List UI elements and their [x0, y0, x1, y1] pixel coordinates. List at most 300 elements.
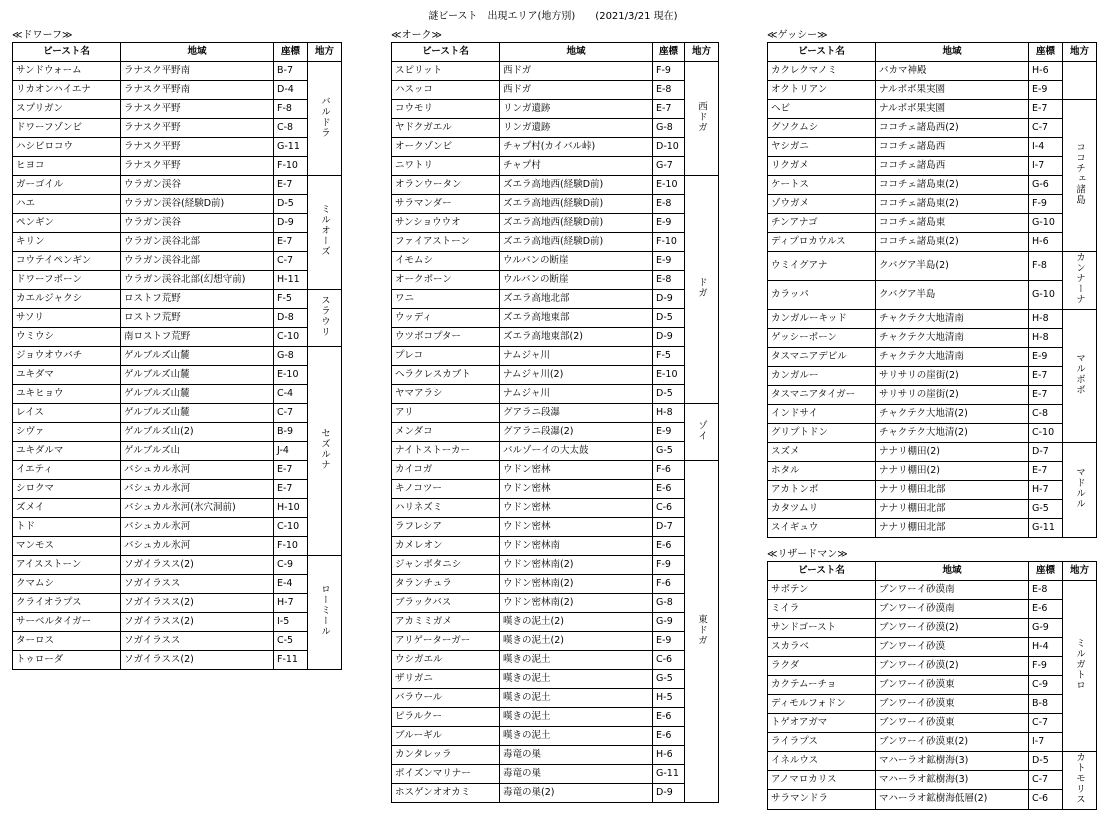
area-cell: サリサリの崖街(2) — [876, 385, 1029, 404]
coord-cell: E-9 — [1029, 81, 1063, 100]
region-cell — [1063, 309, 1097, 442]
table-row — [768, 157, 1097, 176]
area-cell: ソガイラスス — [121, 575, 274, 594]
table-row — [768, 581, 1097, 600]
area-cell: バシュカル氷河 — [121, 518, 274, 537]
coord-cell: D-8 — [274, 309, 308, 328]
table-row — [392, 309, 719, 328]
beast-name-cell: ハシビロコウ — [13, 138, 121, 157]
area-cell: バシュカル氷河 — [121, 461, 274, 480]
table-row — [13, 556, 342, 575]
area-cell: ナムジャ川 — [500, 385, 653, 404]
area-cell: 毒竜の巣(2) — [500, 784, 653, 803]
beast-name-cell: イネルウス — [768, 752, 876, 771]
beast-name-cell: カクテムーチョ — [768, 676, 876, 695]
area-cell: バルゾーイの大太鼓 — [500, 442, 653, 461]
beast-name-cell: ディモルフォドン — [768, 695, 876, 714]
beast-name-cell: ハリネズミ — [392, 499, 500, 518]
beast-name-cell: ユキヒョウ — [13, 385, 121, 404]
area-cell: チャクテク大地清南 — [876, 309, 1029, 328]
table-row — [768, 81, 1097, 100]
area-cell: ナナリ棚田北部 — [876, 518, 1029, 537]
table-row — [392, 613, 719, 632]
beast-name-cell: クライオラプス — [13, 594, 121, 613]
beast-name-cell: チンアナゴ — [768, 214, 876, 233]
beast-name-cell: ブルーギル — [392, 727, 500, 746]
region-label: ローミール — [319, 584, 330, 637]
beast-name-cell: ジョウオウバチ — [13, 347, 121, 366]
table-row — [768, 771, 1097, 790]
table-row — [768, 752, 1097, 771]
coord-cell: D-4 — [274, 81, 308, 100]
coord-cell: D-9 — [653, 784, 685, 803]
table-row — [392, 176, 719, 195]
coord-cell: H-6 — [653, 746, 685, 765]
table-row — [392, 461, 719, 480]
coord-cell: H-6 — [1029, 233, 1063, 252]
coord-cell: H-8 — [1029, 309, 1063, 328]
area-cell: ウドン密林南(2) — [500, 556, 653, 575]
table-row — [13, 366, 342, 385]
table-row — [768, 404, 1097, 423]
table-row — [13, 328, 342, 347]
column-header-region: 地方 — [685, 43, 719, 62]
region-label: カンナーナ — [1074, 252, 1085, 305]
area-cell: バシュカル氷河 — [121, 480, 274, 499]
coord-cell: G-9 — [653, 613, 685, 632]
coord-cell: F-6 — [653, 461, 685, 480]
beast-name-cell: アリ — [392, 404, 500, 423]
area-cell: ゲルブルズ山麓 — [121, 347, 274, 366]
coord-cell: D-9 — [653, 328, 685, 347]
region-cell — [685, 176, 719, 404]
beast-name-cell: トド — [13, 518, 121, 537]
region-cell — [1063, 752, 1097, 810]
coord-cell: E-7 — [1029, 461, 1063, 480]
table-row — [768, 347, 1097, 366]
area-cell: リンガ遺跡 — [500, 100, 653, 119]
area-cell: ソガイラスス(2) — [121, 613, 274, 632]
beast-name-cell: ハエ — [13, 195, 121, 214]
coord-cell: E-10 — [653, 366, 685, 385]
beast-name-cell: シロクマ — [13, 480, 121, 499]
beast-name-cell: アカトンボ — [768, 480, 876, 499]
table-row — [13, 100, 342, 119]
coord-cell: H-7 — [1029, 480, 1063, 499]
table-row — [392, 385, 719, 404]
beast-name-cell: ワニ — [392, 290, 500, 309]
coord-cell: C-6 — [1029, 790, 1063, 809]
table-row — [392, 195, 719, 214]
area-cell: ブンワーイ砂漠(2) — [876, 657, 1029, 676]
area-cell: ゲルブルズ山麓 — [121, 366, 274, 385]
region-label: ミルオーズ — [319, 204, 330, 257]
table-row — [768, 252, 1097, 281]
beast-name-cell: リカオンハイエナ — [13, 81, 121, 100]
table-row — [392, 556, 719, 575]
beast-name-cell: スカラベ — [768, 638, 876, 657]
beast-name-cell: サラマンドラ — [768, 790, 876, 809]
region-cell — [1063, 62, 1097, 100]
region-cell — [308, 290, 342, 347]
table-row — [13, 613, 342, 632]
area-cell: ナナリ棚田(2) — [876, 461, 1029, 480]
table-row — [768, 714, 1097, 733]
area-cell: ココチェ諸島西(2) — [876, 119, 1029, 138]
table-row — [768, 600, 1097, 619]
table-row — [768, 233, 1097, 252]
beast-name-cell: カンガルー — [768, 366, 876, 385]
table-row — [392, 518, 719, 537]
beast-name-cell: ピラルクー — [392, 708, 500, 727]
beast-name-cell: ブラックバス — [392, 594, 500, 613]
area-cell: ナナリ棚田(2) — [876, 442, 1029, 461]
table-row — [13, 499, 342, 518]
beast-name-cell: キリン — [13, 233, 121, 252]
region-cell — [685, 461, 719, 803]
area-cell: 西ドガ — [500, 81, 653, 100]
beast-name-cell: ドワーフゾンビ — [13, 119, 121, 138]
area-cell: ズエラ高地西(経験D前) — [500, 233, 653, 252]
coord-cell: C-7 — [1029, 714, 1063, 733]
area-cell: チャクテク大地清(2) — [876, 423, 1029, 442]
area-cell: 毒竜の巣 — [500, 765, 653, 784]
coord-cell: E-9 — [653, 252, 685, 271]
coord-cell: G-8 — [653, 594, 685, 613]
area-cell: 西ドガ — [500, 62, 653, 81]
area-cell: ラナスク平野 — [121, 100, 274, 119]
area-cell: チャクテク大地清(2) — [876, 404, 1029, 423]
beast-name-cell: ユキダマ — [13, 366, 121, 385]
area-cell: 南ロストフ荒野 — [121, 328, 274, 347]
area-cell: ズエラ高地西(経験D前) — [500, 214, 653, 233]
coord-cell: G-9 — [1029, 619, 1063, 638]
beast-name-cell: キノコツー — [392, 480, 500, 499]
table-row — [13, 537, 342, 556]
table-row — [13, 575, 342, 594]
table-row — [768, 461, 1097, 480]
coord-cell: F-6 — [653, 575, 685, 594]
header-row — [13, 43, 342, 62]
coord-cell: F-5 — [653, 347, 685, 366]
coord-cell: H-5 — [653, 689, 685, 708]
area-cell: ブンワーイ砂漠東 — [876, 676, 1029, 695]
beast-name-cell: カンタレッラ — [392, 746, 500, 765]
area-cell: ズエラ高地東部 — [500, 309, 653, 328]
column-header-region: 地方 — [1063, 562, 1097, 581]
area-cell: ココチェ諸島東(2) — [876, 233, 1029, 252]
coord-cell: E-8 — [653, 81, 685, 100]
table-row — [392, 499, 719, 518]
table-row — [392, 708, 719, 727]
region-label: バルドラ — [319, 95, 330, 138]
beast-name-cell: イエティ — [13, 461, 121, 480]
table-row — [13, 404, 342, 423]
coord-cell: F-10 — [274, 537, 308, 556]
area-cell: ラナスク平野 — [121, 119, 274, 138]
coord-cell: E-9 — [653, 423, 685, 442]
beast-name-cell: ヤマアラシ — [392, 385, 500, 404]
beast-name-cell: サンドウォーム — [13, 62, 121, 81]
table-row — [768, 638, 1097, 657]
coord-cell: E-6 — [653, 708, 685, 727]
coord-cell: E-9 — [653, 632, 685, 651]
beast-name-cell: ラフレシア — [392, 518, 500, 537]
area-cell: ナムジャ川 — [500, 347, 653, 366]
area-cell: バカマ神殿 — [876, 62, 1029, 81]
beast-name-cell: ウシガエル — [392, 651, 500, 670]
beast-name-cell: アイスストーン — [13, 556, 121, 575]
coord-cell: F-8 — [274, 100, 308, 119]
coord-cell: E-7 — [1029, 100, 1063, 119]
area-cell: ココチェ諸島西 — [876, 138, 1029, 157]
area-cell: ウラガン渓谷北部(幻想守前) — [121, 271, 274, 290]
table-row — [768, 62, 1097, 81]
coord-cell: G-10 — [1029, 214, 1063, 233]
table-row — [13, 271, 342, 290]
table-row — [768, 366, 1097, 385]
beast-name-cell: ターロス — [13, 632, 121, 651]
table-row — [392, 689, 719, 708]
beast-name-cell: バラウール — [392, 689, 500, 708]
coord-cell: D-10 — [653, 138, 685, 157]
table-row — [13, 651, 342, 670]
coord-cell: H-11 — [274, 271, 308, 290]
coord-cell: C-8 — [274, 119, 308, 138]
coord-cell: E-7 — [1029, 366, 1063, 385]
dwarf-section-title: ≪ドワーフ≫ — [12, 30, 73, 41]
beast-name-cell: ウミイグアナ — [768, 252, 876, 281]
area-cell: 嘆きの泥土 — [500, 689, 653, 708]
coord-cell: G-5 — [653, 670, 685, 689]
coord-cell: H-8 — [653, 404, 685, 423]
region-label: ココチェ諸島 — [1074, 142, 1085, 205]
coord-cell: F-9 — [653, 62, 685, 81]
table-row — [768, 518, 1097, 537]
beast-name-cell: オクトリアン — [768, 81, 876, 100]
coord-cell: D-7 — [1029, 442, 1063, 461]
coord-cell: C-10 — [1029, 423, 1063, 442]
table-row — [13, 309, 342, 328]
beast-name-cell: オランウータン — [392, 176, 500, 195]
table-row — [768, 328, 1097, 347]
area-cell: ズエラ高地東部(2) — [500, 328, 653, 347]
table-row — [392, 442, 719, 461]
table-row — [13, 385, 342, 404]
coord-cell: F-5 — [274, 290, 308, 309]
coord-cell: B-8 — [1029, 695, 1063, 714]
gessy-table — [767, 42, 1097, 538]
dwarf-table — [12, 42, 342, 670]
beast-name-cell: サラマンダー — [392, 195, 500, 214]
table-row — [13, 214, 342, 233]
table-row — [392, 100, 719, 119]
coord-cell: C-7 — [1029, 119, 1063, 138]
table-row — [13, 138, 342, 157]
coord-cell: E-10 — [653, 176, 685, 195]
area-cell: ナルボボ果実園 — [876, 100, 1029, 119]
beast-name-cell: サーベルタイガー — [13, 613, 121, 632]
coord-cell: G-11 — [653, 765, 685, 784]
area-cell: ブンワーイ砂漠南 — [876, 581, 1029, 600]
table-row — [13, 518, 342, 537]
coord-cell: H-4 — [1029, 638, 1063, 657]
area-cell: ロストフ荒野 — [121, 309, 274, 328]
beast-name-cell: サソリ — [13, 309, 121, 328]
beast-name-cell: スプリガン — [13, 100, 121, 119]
table-row — [392, 404, 719, 423]
beast-name-cell: グソクムシ — [768, 119, 876, 138]
column-header-area: 地域 — [876, 562, 1029, 581]
beast-name-cell: カンガルーキッド — [768, 309, 876, 328]
column-header-area: 地域 — [500, 43, 653, 62]
table-row — [768, 195, 1097, 214]
coord-cell: I-5 — [274, 613, 308, 632]
table-row — [13, 290, 342, 309]
page-title: 謎ビースト 出現エリア(地方別) (2021/3/21 現在) — [428, 11, 678, 22]
area-cell: ウドン密林南 — [500, 537, 653, 556]
beast-name-cell: ウツボコプター — [392, 328, 500, 347]
coord-cell: I-7 — [1029, 733, 1063, 752]
beast-name-cell: ポイズンマリナー — [392, 765, 500, 784]
beast-name-cell: ペンギン — [13, 214, 121, 233]
coord-cell: E-6 — [1029, 600, 1063, 619]
coord-cell: C-10 — [274, 328, 308, 347]
coord-cell: C-8 — [1029, 404, 1063, 423]
table-row — [768, 176, 1097, 195]
area-cell: ラナスク平野南 — [121, 81, 274, 100]
beast-name-cell: カタツムリ — [768, 499, 876, 518]
area-cell: チャクテク大地清南 — [876, 347, 1029, 366]
coord-cell: G-6 — [1029, 176, 1063, 195]
area-cell: ソガイラスス — [121, 632, 274, 651]
beast-name-cell: ラクダ — [768, 657, 876, 676]
region-label: ドガ — [696, 277, 707, 298]
table-row — [768, 442, 1097, 461]
column-header-region: 地方 — [1063, 43, 1097, 62]
area-cell: マハーラオ鉱樹海(3) — [876, 752, 1029, 771]
coord-cell: C-4 — [274, 385, 308, 404]
beast-name-cell: アノマロカリス — [768, 771, 876, 790]
coord-cell: H-10 — [274, 499, 308, 518]
coord-cell: D-9 — [653, 290, 685, 309]
coord-cell: C-7 — [1029, 771, 1063, 790]
column-header-name: ビースト名 — [392, 43, 500, 62]
area-cell: 嘆きの泥土(2) — [500, 632, 653, 651]
beast-name-cell: ウミウシ — [13, 328, 121, 347]
area-cell: ウドン密林南(2) — [500, 575, 653, 594]
table-row — [392, 214, 719, 233]
area-cell: ウラガン渓谷 — [121, 214, 274, 233]
area-cell: ゲルブルズ山 — [121, 442, 274, 461]
area-cell: チャプ村(カイバル峠) — [500, 138, 653, 157]
header-row — [768, 562, 1097, 581]
beast-name-cell: ディプロカウルス — [768, 233, 876, 252]
coord-cell: E-8 — [653, 271, 685, 290]
coord-cell: C-6 — [653, 651, 685, 670]
column-header-coord: 座標 — [1029, 562, 1063, 581]
beast-name-cell: グリプトドン — [768, 423, 876, 442]
coord-cell: H-7 — [274, 594, 308, 613]
beast-name-cell: レイス — [13, 404, 121, 423]
table-row — [392, 784, 719, 803]
coord-cell: G-11 — [274, 138, 308, 157]
area-cell: クバグア半島(2) — [876, 252, 1029, 281]
region-cell — [1063, 442, 1097, 537]
beast-name-cell: スイギュウ — [768, 518, 876, 537]
beast-name-cell: ライラプス — [768, 733, 876, 752]
coord-cell: C-7 — [274, 252, 308, 271]
region-cell — [308, 556, 342, 670]
column-header-coord: 座標 — [653, 43, 685, 62]
table-row — [392, 727, 719, 746]
column-header-coord: 座標 — [274, 43, 308, 62]
coord-cell: B-7 — [274, 62, 308, 81]
coord-cell: F-10 — [274, 157, 308, 176]
beast-name-cell: ヤドクガエル — [392, 119, 500, 138]
beast-name-cell: プレコ — [392, 347, 500, 366]
beast-name-cell: ファイアストーン — [392, 233, 500, 252]
beast-name-cell: カラッパ — [768, 280, 876, 309]
table-row — [768, 499, 1097, 518]
lizard-table — [767, 561, 1097, 810]
table-row — [13, 423, 342, 442]
coord-cell: D-5 — [653, 385, 685, 404]
region-cell — [308, 347, 342, 556]
region-cell — [1063, 252, 1097, 310]
coord-cell: D-5 — [1029, 752, 1063, 771]
beast-name-cell: ガーゴイル — [13, 176, 121, 195]
region-label: ミルガトロ — [1074, 637, 1085, 691]
beast-name-cell: カエルジャクシ — [13, 290, 121, 309]
table-row — [392, 537, 719, 556]
area-cell: クバグア半島 — [876, 280, 1029, 309]
region-cell — [685, 404, 719, 461]
beast-name-cell: リクガメ — [768, 157, 876, 176]
coord-cell: H-6 — [1029, 62, 1063, 81]
coord-cell: G-7 — [653, 157, 685, 176]
region-cell — [685, 62, 719, 176]
beast-name-cell: タランチュラ — [392, 575, 500, 594]
area-cell: ゲルブルズ山麓 — [121, 385, 274, 404]
area-cell: ラナスク平野 — [121, 157, 274, 176]
region-cell — [308, 62, 342, 176]
column-header-name: ビースト名 — [13, 43, 121, 62]
table-row — [392, 157, 719, 176]
table-row — [768, 619, 1097, 638]
gessy-section-title: ≪ゲッシー≫ — [767, 30, 828, 41]
coord-cell: F-9 — [653, 556, 685, 575]
table-row — [768, 138, 1097, 157]
coord-cell: E-8 — [1029, 581, 1063, 600]
beast-name-cell: ゾウガメ — [768, 195, 876, 214]
region-cell — [308, 176, 342, 290]
beast-name-cell: ヒヨコ — [13, 157, 121, 176]
region-label: セズルナ — [319, 428, 330, 470]
table-row — [13, 119, 342, 138]
coord-cell: G-5 — [653, 442, 685, 461]
region-label: 東ドガ — [696, 613, 707, 646]
beast-name-cell: ミイラ — [768, 600, 876, 619]
coord-cell: G-5 — [1029, 499, 1063, 518]
area-cell: ウドン密林 — [500, 518, 653, 537]
coord-cell: E-7 — [274, 233, 308, 252]
beast-name-cell: カイコガ — [392, 461, 500, 480]
area-cell: マハーラオ鉱樹海(3) — [876, 771, 1029, 790]
area-cell: ウラガン渓谷北部 — [121, 252, 274, 271]
table-row — [768, 733, 1097, 752]
beast-name-cell: トゥローダ — [13, 651, 121, 670]
